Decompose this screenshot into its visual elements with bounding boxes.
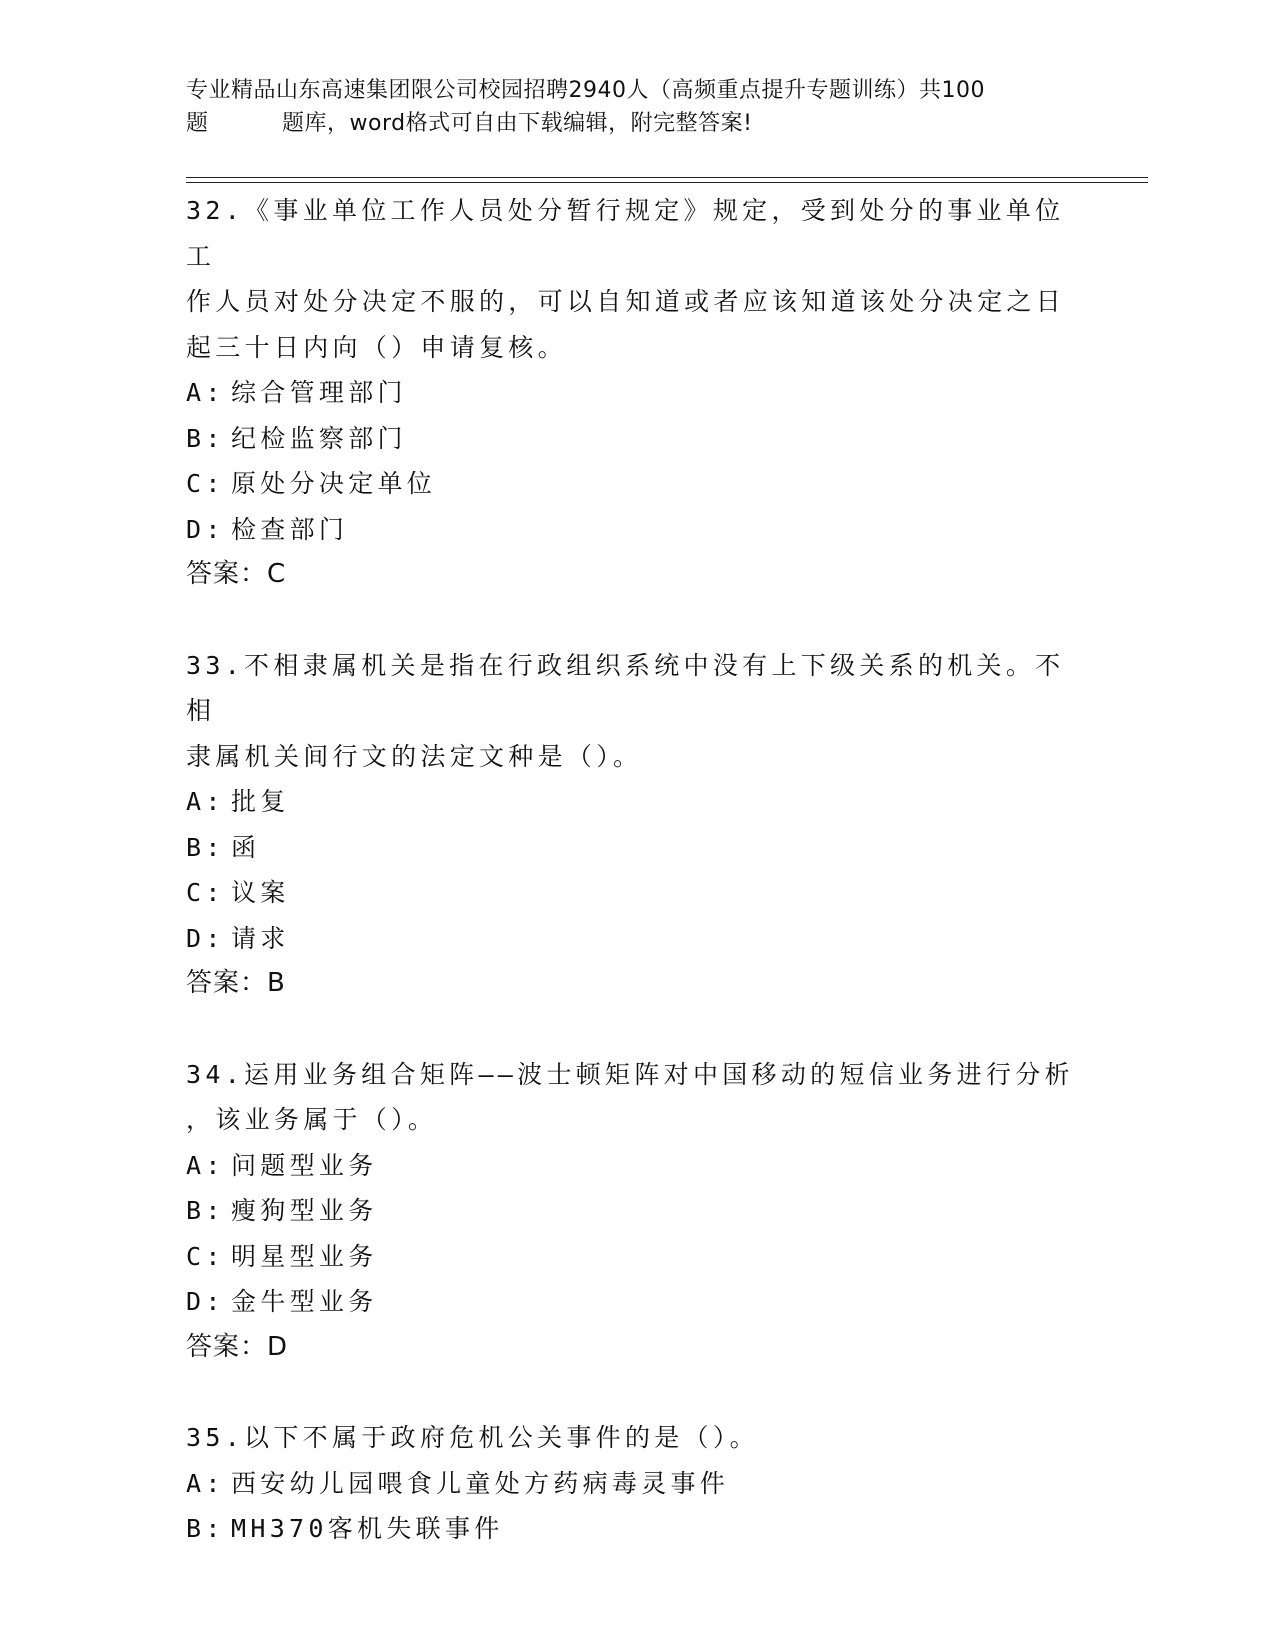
option-text: 请求: [231, 923, 290, 953]
option-text: 综合管理部门: [231, 378, 407, 407]
option-key: B:: [186, 423, 225, 453]
option-text: 瘦狗型业务: [231, 1196, 378, 1225]
option-a: [186, 370, 1086, 416]
header-line-2: [186, 107, 1066, 140]
option-text: 函: [231, 832, 261, 862]
option-key: B:: [186, 1514, 225, 1543]
option-a: [186, 1461, 1086, 1507]
question-34: [186, 1052, 1086, 1371]
option-text: 西安幼儿园喂食儿童处方药病毒灵事件: [231, 1468, 730, 1498]
option-text: 问题型业务: [231, 1150, 378, 1180]
option-d: [186, 507, 1086, 553]
answer-value: B: [267, 968, 286, 998]
option-text: 明星型业务: [231, 1241, 378, 1271]
question-32: [186, 188, 1086, 598]
header-line-1: 专业精品山东高速集团限公司校园招聘2940人（高频重点提升专题训练）共100: [186, 78, 985, 103]
answer-label: 答案：: [186, 559, 268, 589]
answer-line: [186, 552, 1086, 598]
option-text: 金牛型业务: [231, 1287, 378, 1316]
option-d: [186, 1279, 1086, 1325]
header-line-2-rest: 题库，word格式可自由下载编辑，附完整答案!: [282, 111, 753, 136]
option-b: [186, 825, 1086, 871]
option-key: D:: [186, 514, 225, 544]
option-key: A:: [186, 1468, 225, 1498]
answer-label: 答案：: [186, 1331, 268, 1362]
answer-line: [186, 1325, 1086, 1371]
answer-line: [186, 961, 1086, 1007]
option-c: [186, 870, 1086, 916]
header-line-2-lead: 题: [186, 111, 209, 136]
question-stem: 32.《事业单位工作人员处分暂行规定》规定，受到处分的事业单位工 作人员对处分决定不服的，可以自知道或者应该知道该处分决定之日 起三十日内向（）申请复核。: [186, 196, 1066, 362]
question-list: [186, 188, 1086, 1552]
question-stem: 34.运用业务组合矩阵——波士顿矩阵对中国移动的短信业务进行分析 ，该业务属于（）。: [186, 1059, 1074, 1134]
option-key: A:: [186, 378, 225, 407]
option-d: [186, 916, 1086, 962]
option-b: [186, 1188, 1086, 1234]
option-key: B:: [186, 1196, 225, 1225]
question-stem: 35.以下不属于政府危机公关事件的是（）。: [186, 1423, 759, 1452]
option-a: [186, 1143, 1086, 1189]
option-b: [186, 416, 1086, 462]
option-text: 检查部门: [231, 514, 349, 544]
option-text: 原处分决定单位: [231, 469, 437, 498]
option-key: C:: [186, 469, 225, 498]
option-key: C:: [186, 878, 225, 907]
answer-value: C: [267, 559, 287, 589]
option-key: D:: [186, 923, 225, 953]
option-c: [186, 461, 1086, 507]
option-c: [186, 1234, 1086, 1280]
option-key: A:: [186, 787, 225, 816]
answer-label: 答案：: [186, 968, 268, 998]
option-a: [186, 779, 1086, 825]
answer-value: D: [267, 1331, 289, 1362]
document-header: [186, 74, 1066, 140]
option-key: B:: [186, 832, 225, 862]
option-key: A:: [186, 1150, 225, 1180]
option-b: [186, 1506, 1086, 1552]
question-33: [186, 643, 1086, 1007]
option-text: 议案: [231, 878, 290, 907]
header-divider-bottom: [186, 182, 1148, 183]
option-text: MH370客机失联事件: [231, 1514, 504, 1543]
question-35: [186, 1415, 1086, 1552]
option-text: 批复: [231, 787, 290, 816]
header-divider-top: [186, 177, 1148, 178]
option-key: C:: [186, 1241, 225, 1271]
option-key: D:: [186, 1287, 225, 1316]
question-stem: 33.不相隶属机关是指在行政组织系统中没有上下级关系的机关。不相 隶属机关间行文的法定文种是（）。: [186, 650, 1065, 771]
option-text: 纪检监察部门: [231, 423, 407, 453]
